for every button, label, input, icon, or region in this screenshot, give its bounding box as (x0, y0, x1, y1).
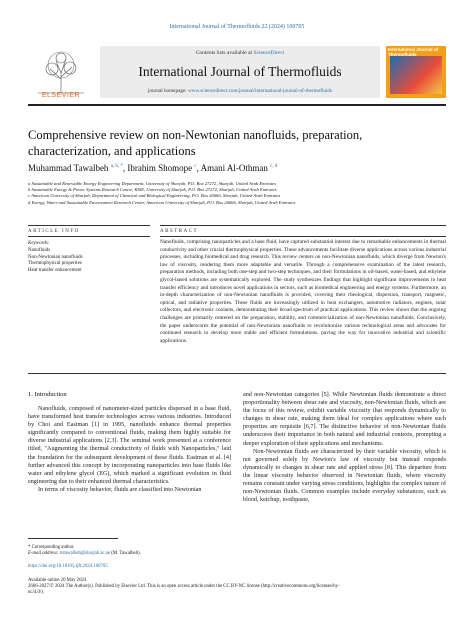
publisher-wordmark: ELSEVIER (41, 92, 81, 99)
footnotes (28, 545, 446, 596)
cover-title: International Journal of Thermofluids (388, 47, 439, 57)
header-divider (28, 104, 446, 106)
cover-image (390, 56, 442, 94)
body-column-left (28, 405, 231, 494)
section-heading: 1. Introduction (28, 391, 67, 398)
license-line[interactable]: 2666-2027/© 2024 The Author(s). Published by Elsevier Ltd. This is an open access article under the CC BY-NC license (http://creativecommons.org/licenses/by- (28, 583, 340, 589)
divider (160, 225, 446, 226)
article-info-heading: ARTICLE INFO (28, 229, 80, 234)
paragraph: and non-Newtonian categories [5]. While Newtonian fluids demonstrate a direct proportionality between shear rate and viscosity, non-Newtonian fluids, which are the focus of this review, exhibit variable viscosity that responds dynamically to changes in shear rate, making them ideal for complex applications where such properties are requisite [6,7]. The distinctive behavior of non-Newtonian fluids underscores their importance in both natural and industrial contexts, prompting a deeper exploration of their applications and mechanisms. (243, 392, 446, 447)
corresponding-note: * Corresponding author. (28, 545, 75, 550)
journal-homepage (100, 88, 380, 94)
author-name[interactable]: Ibrahim Shomope (127, 163, 193, 173)
sciencedirect-link[interactable]: ScienceDirect (253, 50, 285, 56)
journal-title: International Journal of Thermofluids (138, 64, 342, 79)
abstract-heading: ABSTRACT (160, 229, 199, 234)
author-name[interactable]: Amani Al-Othman (200, 163, 268, 173)
divider (160, 236, 446, 237)
spacer (28, 571, 446, 578)
body-column-right (243, 391, 446, 504)
contents-line (100, 50, 380, 56)
keyword: Thermophysical properties (28, 261, 82, 267)
keywords-block (28, 241, 148, 275)
keyword: Heat transfer enhancement (28, 268, 82, 274)
paragraph: In terms of viscosity behavior, fluids are classified into Newtonian (38, 486, 202, 493)
article-title (28, 128, 446, 159)
affiliation: a Sustainable and Renewable Energy Engineering Department, University of Sharjah, P.O. Box 27272, Sharjah, United Arab Emirates (28, 181, 276, 186)
affiliation: c American University of Sharjah, Department of Chemical and Biological Engineering, P.O. Box 26666, Sharjah, United Arab Emirates (28, 193, 281, 199)
journal-citation[interactable]: International Journal of Thermofluids 22 (2024) 100705 (169, 24, 305, 30)
divider (28, 373, 446, 374)
doi-link[interactable]: https://doi.org/10.1016/j.ijft.2024.100705 (28, 564, 108, 570)
homepage-prefix: journal homepage: (147, 88, 189, 94)
email-suffix: (M. Tawalbeh). (110, 551, 141, 557)
email-link[interactable]: mtawalbeh@sharjah.ac.ae (59, 551, 111, 557)
author-name[interactable]: Muhammad Tawalbeh (28, 163, 109, 173)
abstract-text: Nanofluids, comprising nanoparticles and a base fluid, have captured substantial interest due to remarkable enhancements in thermal conductivity and other crucial thermophysical properties. These advancements facilitate diverse applications across various industrial processes, including biomedical and drug research. This review centers on non-Newtonian nanofluids, which diverge from Newton's law of viscosity, rendering them more adaptable and versatile. Through a comprehensive examination of the latest research, preparation methods, including both one-step and two-step techniques, and their formulations in oil-based, water-based, and ethylene glycol-based solutions are systematically explored. The study synthesizes findings that highlight significant improvements in heat transfer efficiency and introduces novel applications in sectors, such as biomedical engineering and energy systems. Furthermore, an in-depth characterization of non-Newtonian nanofluids is provided, covering their rheological, dispersion, transport, magnetic, optical, and radiative properties. These fluids are increasingly utilized in heat exchangers, automotive radiators, engines, solar collectors, and electronic coolants, demonstrating their broad spectrum of practical applications. This review shows that the ongoing challenges are primarily centered on the preparation, stability, and commercialization of non-Newtonian nanofluids. Conclusively, the paper underscores the potential of non-Newtonian nanofluids to revolutionize various technological areas and advocates for continued research to develop more stable and efficient formulations, paving the way for innovative industrial and scientific applications. (160, 239, 446, 344)
license-line[interactable]: nc/4.0/). (28, 590, 44, 596)
journal-cover[interactable] (386, 46, 446, 98)
spacer (28, 557, 446, 564)
divider (28, 236, 150, 237)
keyword: Non-Newtonian nanofluids (28, 254, 83, 260)
affiliation: b Sustainable Energy & Power Systems Research Centre, RISE, University of Sharjah, P.O. Box 27272, Sharjah, United Arab Emirates (28, 187, 277, 193)
available-online: Available online 20 May 2024 (28, 577, 87, 583)
author-affiliation-marker[interactable]: a, b, * (110, 164, 123, 169)
affiliations (28, 181, 446, 206)
title-line-1: Comprehensive review on non-Newtonian nanofluids, preparation, (28, 128, 363, 142)
paragraph: Nanofluids, composed of nanometer-sized particles dispersed in a base fluid, have transformed heat transfer technologies across various industries. Introduced by Choi and Eastman [1] in 1995, nanofluids enhance thermal properties significantly compared to conventional fluids, making them highly suitable for diverse industrial applications [2,3]. The seminal work presented at a conference titled, "Augmenting the thermal conductivity of fluids with Nanoparticles," laid the foundation for the subsequent development of these fluids. Eastman et al. [4] further advanced this concept by incorporating nanoparticles into base fluids like water and ethylene glycol (EG), which marked a significant evolution in fluid engineering due to their enhanced thermal characteristics. (28, 406, 231, 485)
author-affiliation-marker[interactable]: c, d (270, 164, 278, 169)
affiliation: d Energy, Water and Sustainable Environment Research Center, American University of Sharjah, P.O. Box 26666, Sharjah, United Arab Emirates (28, 199, 296, 205)
author-list: Muhammad Tawalbeh $^{a, b, *}$, Ibrahim Shomope $^c$, Amani Al-Othman $^{c, d}$ (28, 163, 278, 173)
contents-prefix: Contents lists available at (195, 50, 254, 56)
keyword: Nanofluids (28, 247, 51, 253)
homepage-link[interactable]: www.sciencedirect.com/journal/international-journal-of-thermofluids (188, 88, 333, 94)
author-affiliation-marker[interactable]: c (194, 164, 197, 169)
journal-header (28, 46, 446, 98)
keywords-label: Keywords: (28, 241, 50, 246)
title-line-2: characterization, and applications (28, 143, 196, 158)
divider (28, 225, 150, 226)
paragraph: Non-Newtonian fluids are characterized by their variable viscosity, which is not governed solely by Newton's law of viscosity but instead responds dynamically to changes in shear rate and applied stress [8]. This departure from the linear viscosity behavior observed in Newtonian fluids, where viscosity remains constant under varying stress conditions, highlights the complex nature of non-Newtonian fluids. Common examples include everyday substances, such as blood, ketchup, toothpaste, (243, 448, 446, 504)
footnote-divider (28, 538, 118, 539)
email-label: E-mail address: (28, 551, 60, 557)
elsevier-tree-logo (28, 46, 94, 98)
